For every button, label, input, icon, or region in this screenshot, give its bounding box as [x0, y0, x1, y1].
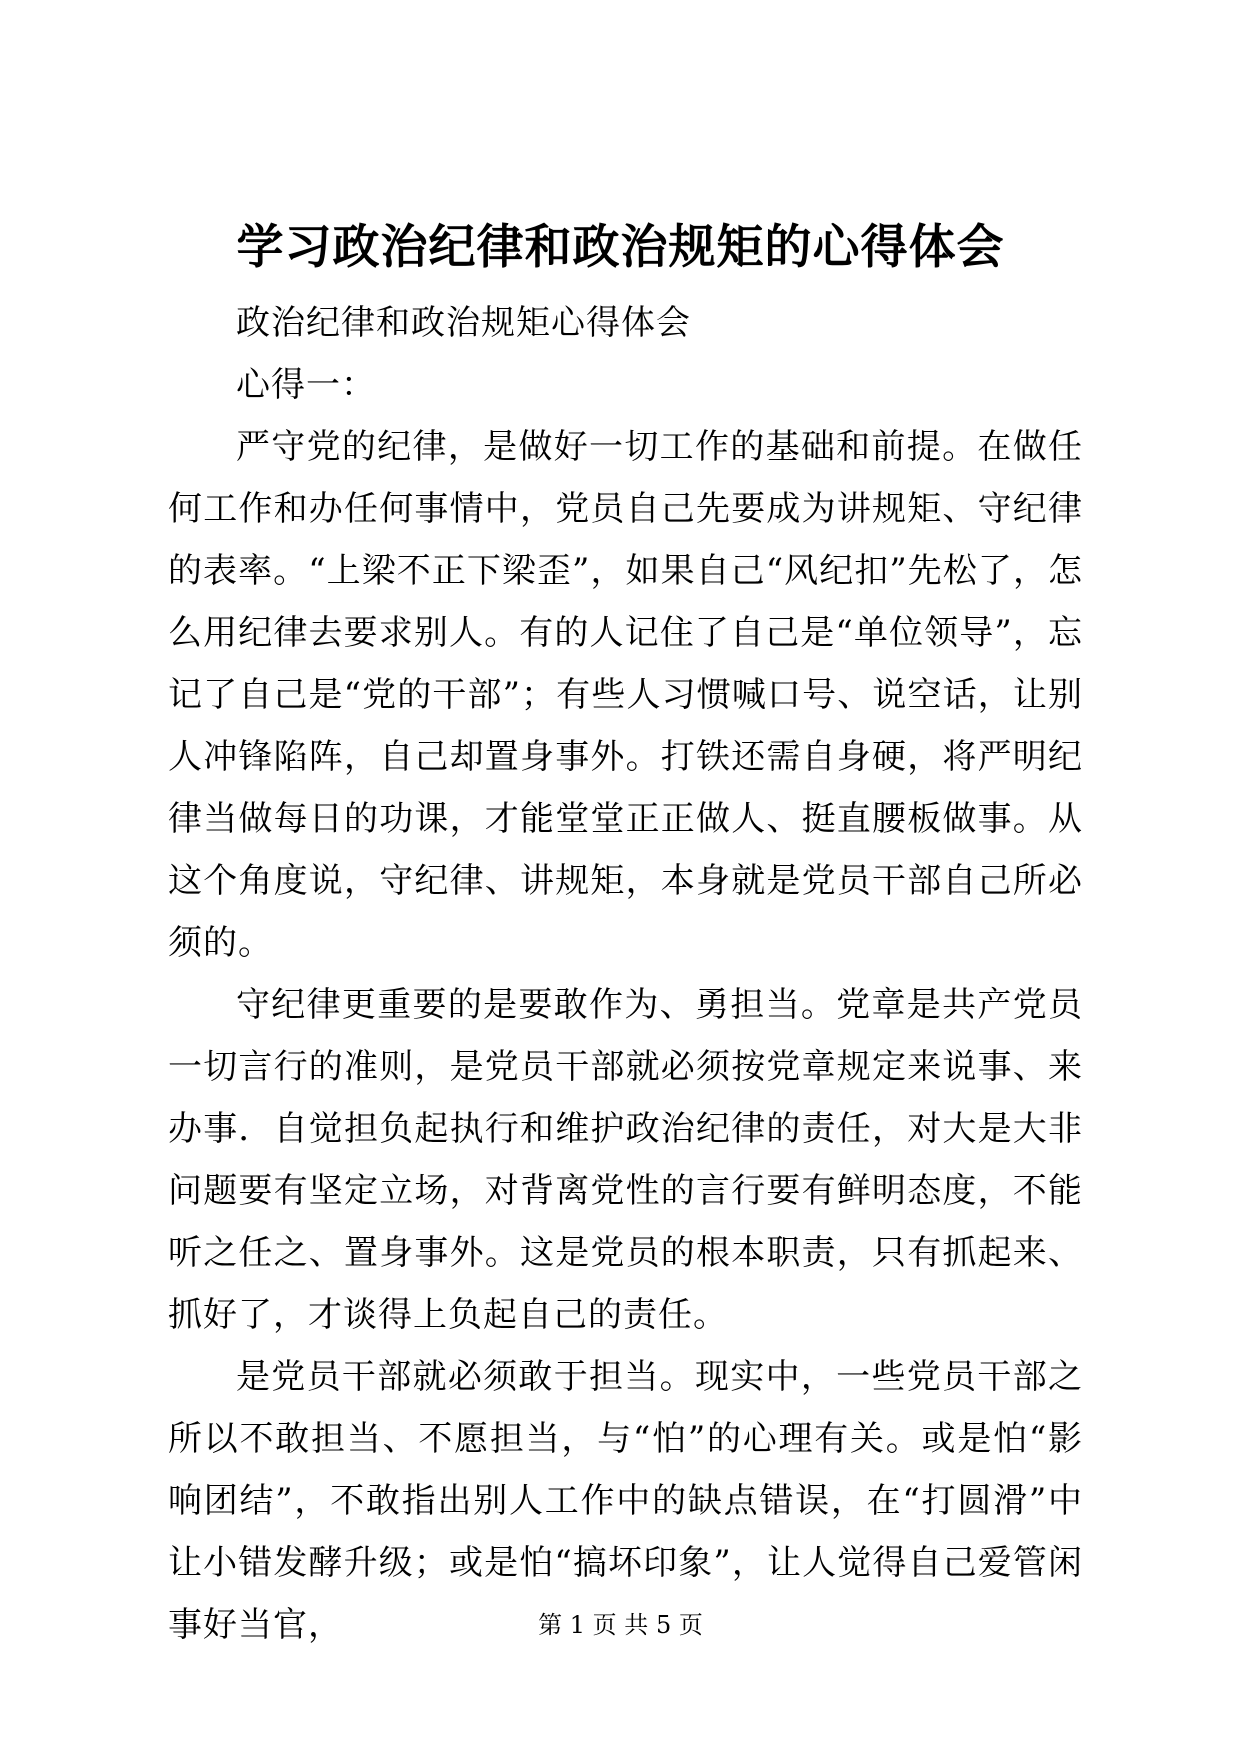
document-title: 学习政治纪律和政治规矩的心得体会 [236, 220, 1005, 275]
paragraph-body-3: 是党员干部就必须敢于担当。现实中，一些党员干部之所以不敢担当、不愿担当，与“怕”的心理有关。或是怕“影响团结”，不敢指出别人工作中的缺点错误，在“打圆滑”中让小错发酵升级；或是怕“搞坏印象”，让人觉得自己爱管闲事好当官， [168, 1357, 1083, 1645]
paragraph-body-2: 守纪律更重要的是要敢作为、勇担当。党章是共产党员一切言行的准则，是党员干部就必须按党章规定来说事、来办事．自觉担负起执行和维护政治纪律的责任，对大是大非问题要有坚定立场，对背离党性的言行要有鲜明态度，不能听之任之、置身事外。这是党员的根本职责，只有抓起来、抓好了，才谈得上负起自己的责任。 [168, 985, 1083, 1335]
document-body [168, 292, 1083, 1656]
paragraph-section-heading: 心得一： [236, 365, 376, 405]
paragraph-body-1: 严守党的纪律，是做好一切工作的基础和前提。在做任何工作和办任何事情中，党员自己先要成为讲规矩、守纪律的表率。“上梁不正下梁歪”，如果自己“风纪扣”先松了，怎么用纪律去要求别人。有的人记住了自己是“单位领导”，忘记了自己是“党的干部”；有些人习惯喊口号、说空话，让别人冲锋陷阵，自己却置身事外。打铁还需自身硬，将严明纪律当做每日的功课，才能堂堂正正做人、挺直腰板做事。从这个角度说，守纪律、讲规矩，本身就是党员干部自己所必须的。 [168, 427, 1083, 963]
paragraph-subtitle: 政治纪律和政治规矩心得体会 [236, 303, 691, 343]
page-footer: 第 1 页 共 5 页 [538, 1611, 703, 1639]
